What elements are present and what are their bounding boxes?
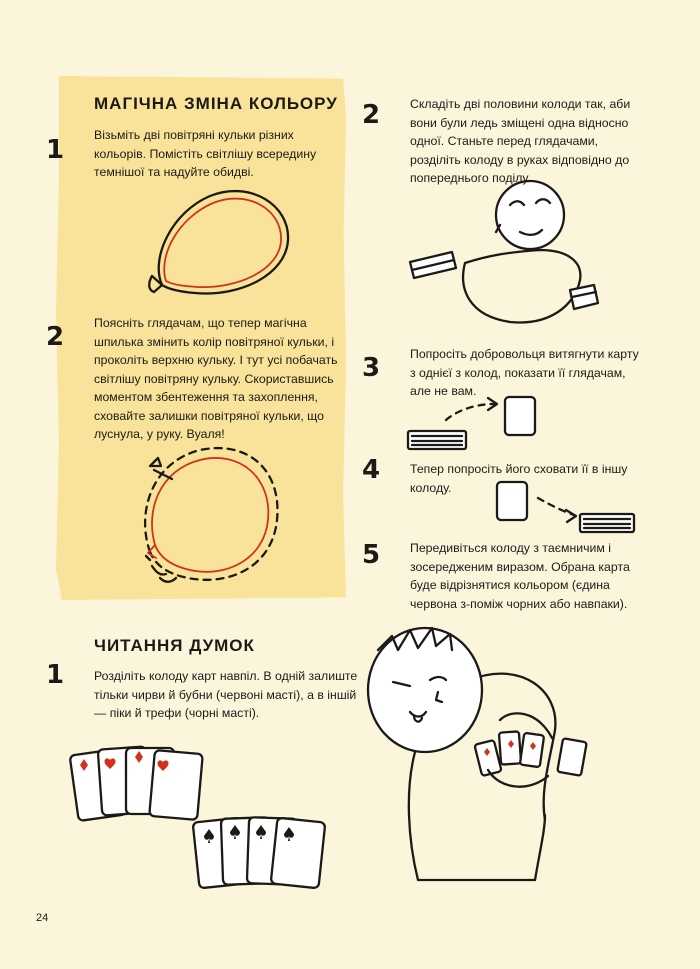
right-step5-text: Передивіться колоду з таємничим і зосередженим виразом. Обрана карта буде відрізнятися кольором (єдина червона з-поміж чорних або навпаки).	[410, 541, 630, 611]
trick2-step1-text: Розділіть колоду карт навпіл. В одній залиште тільки чирви й бубни (червоні масті), а в іншій — піки й трефи (чорні масті).	[94, 669, 358, 720]
trick1-step1-number: 1	[46, 135, 65, 165]
balloon-illustration-2	[145, 448, 277, 582]
trick2-step1-number: 1	[46, 660, 65, 690]
page-number: 24	[36, 912, 49, 924]
right-step4-number: 4	[362, 455, 381, 485]
trick2-title: ЧИТАННЯ ДУМОК	[94, 636, 255, 655]
trick1-step2-number: 2	[46, 322, 65, 352]
right-step3-number: 3	[362, 353, 381, 383]
right-step2-number: 2	[362, 100, 381, 130]
balloon-illustration-1	[149, 191, 288, 293]
right-step5-number: 5	[362, 540, 381, 570]
trick1-step1-text: Візьміть дві повітряні кульки різних кольорів. Помістіть світлішу всередину темнішої та надуйте обидві.	[94, 128, 317, 179]
person-holding-cards	[368, 628, 587, 880]
person-splitting-deck	[410, 181, 598, 322]
step3-diagram	[408, 397, 535, 449]
trick1-title: МАГІЧНА ЗМІНА КОЛЬОРУ	[94, 94, 338, 113]
right-step4-text: Тепер попросіть його сховати її в іншу колоду.	[410, 462, 628, 495]
red-cards-fan	[70, 746, 203, 821]
trick1-step2-text: Поясніть глядачам, що тепер магічна шпилька змінить колір повітряної кульки, і проколіть верхню кульку. І тут усі побачать світлішу повітряну кульку. Скориставшись моментом збентеження та захоплення, сховайте залишки повітряної кульки, що луснула, у руку. Вуаля!	[94, 316, 338, 441]
black-cards-fan	[193, 817, 326, 888]
right-step3-text: Попросіть добровольця витягнути карту з однієї з колод, показати її глядачам, але не вам.	[410, 347, 639, 398]
right-step2-text: Складіть дві половини колоди так, аби вони були ледь зміщені одна відносно одної. Станьте перед глядачами, розділіть колоду в руках відповідно до попереднього поділу.	[410, 97, 631, 185]
